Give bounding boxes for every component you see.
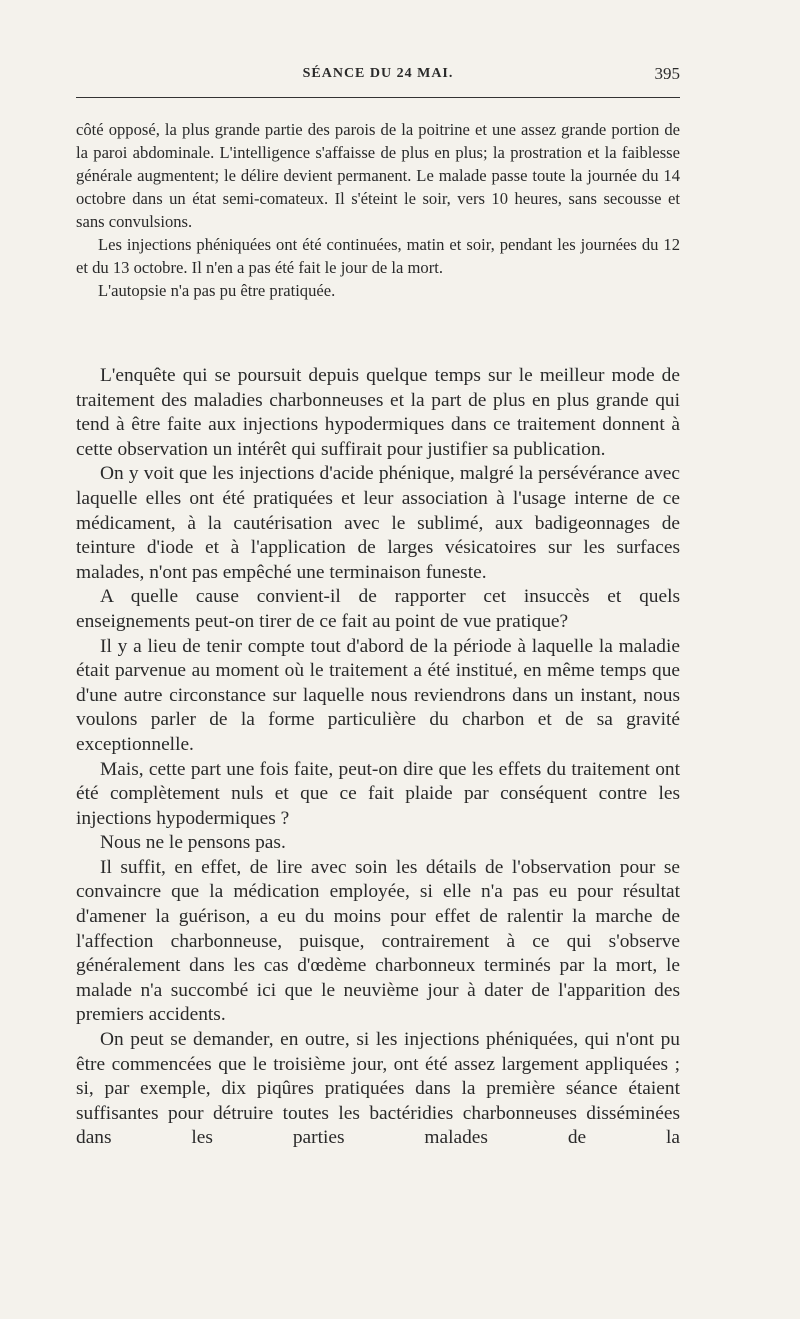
- commentary-text: [76, 364, 680, 1151]
- paragraph: L'enquête qui se poursuit depuis quelque temps sur le meilleur mode de traitement des maladies charbonneuses et la part de plus en plus grande qui tend à être faite aux injections hypodermiques dans ce traitement donnent à cette observation un intérêt qui suffirait pour justifier sa publication.: [76, 365, 680, 460]
- paragraph: Nous ne le pensons pas.: [100, 832, 286, 854]
- paragraph: Il y a lieu de tenir compte tout d'abord de la période à laquelle la maladie était parvenue au moment où le traitement a été institué, en même temps que d'une autre circonstance sur laquelle nous reviendrons dans un instant, nous voulons parler de la forme particulière du charbon et de sa gravité exceptionnelle.: [76, 635, 680, 755]
- paragraph: Il suffit, en effet, de lire avec soin les détails de l'observation pour se convaincre que la médication employée, si elle n'a pas eu pour résultat d'amener la guérison, a eu du moins pour effet de ralentir la marche de l'affection charbonneuse, puisque, contrairement à ce qui s'observe généralement dans les cas d'œdème charbonneux terminés par la mort, le malade n'a succombé ici que le neuvième jour à dater de l'apparition des premiers accidents.: [76, 856, 680, 1026]
- header-rule: [76, 97, 680, 98]
- page-number: 395: [654, 64, 680, 83]
- running-header: [76, 62, 680, 86]
- running-title: SÉANCE DU 24 MAI.: [302, 66, 454, 81]
- paragraph: côté opposé, la plus grande partie des parois de la poitrine et une assez grande portion de la paroi abdominale. L'intelligence s'affaisse de plus en plus; la prostration et la faiblesse générale augmentent; le délire devient permanent. Le malade passe toute la journée du 14 octobre dans un état semi-comateux. Il s'éteint le soir, vers 10 heures, sans secousse et sans convulsions.: [76, 120, 680, 231]
- paragraph: On y voit que les injections d'acide phénique, malgré la persévérance avec laquelle elles ont été pratiquées et leur association à l'usage interne de ce médicament, à la cautérisation avec le sublimé, aux badigeonnages de teinture d'iode et à l'application de larges vésicatoires sur les surfaces malades, n'ont pas empêché une terminaison funeste.: [76, 463, 680, 583]
- observation-text: [76, 118, 680, 302]
- paragraph: Mais, cette part une fois faite, peut-on dire que les effets du traitement ont été complètement nuls et que ce fait plaide par conséquent contre les injections hypodermiques ?: [76, 758, 680, 829]
- paragraph: On peut se demander, en outre, si les injections phéniquées, qui n'ont pu être commencées que le troisième jour, ont été assez largement appliquées ; si, par exemple, dix piqûres pratiquées dans la première séance étaient suffisantes pour détruire toutes les bactéridies charbonneuses disséminées dans les parties malades de la: [76, 1029, 680, 1149]
- paragraph: A quelle cause convient-il de rapporter cet insuccès et quels enseignements peut-on tirer de ce fait au point de vue pratique?: [76, 586, 680, 632]
- paragraph: Les injections phéniquées ont été continuées, matin et soir, pendant les journées du 12 et du 13 octobre. Il n'en a pas été fait le jour de la mort.: [76, 235, 680, 277]
- paragraph: L'autopsie n'a pas pu être pratiquée.: [98, 281, 336, 300]
